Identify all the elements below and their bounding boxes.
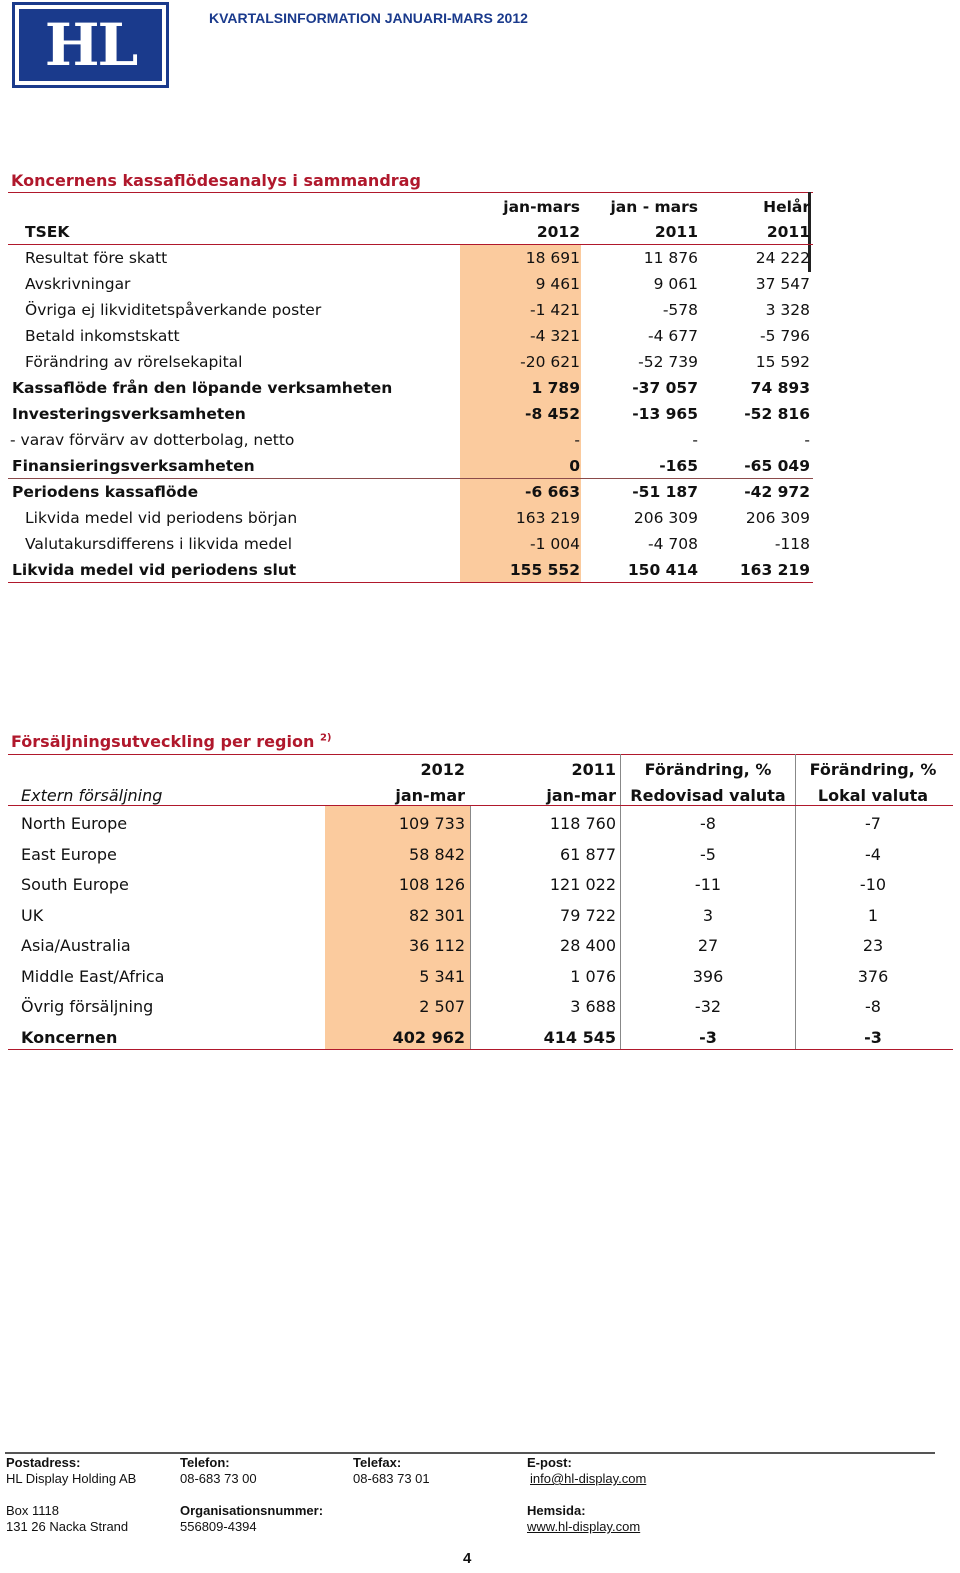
table-row (8, 839, 953, 869)
row-value: -5 796 (760, 327, 810, 345)
row-value: 79 722 (560, 905, 616, 925)
cashflow-header-row-bottom (8, 219, 813, 245)
footer-email-label: E-post: (527, 1455, 572, 1470)
cashflow-title: Koncernens kassaflödesanalys i sammandrag (11, 171, 421, 190)
row-label: Finansieringsverksamheten (12, 457, 255, 475)
sales-col-header: jan-mar (395, 786, 465, 805)
row-value: 376 (857, 966, 889, 986)
cashflow-col-header: jan-mars (503, 198, 580, 216)
row-value: -578 (662, 301, 698, 319)
sales-title-text: Försäljningsutveckling per region (11, 732, 315, 751)
row-label: Avskrivningar (25, 275, 131, 293)
table-row (8, 453, 813, 479)
row-value: -65 049 (744, 457, 810, 475)
cashflow-col-header: 2011 (654, 223, 698, 241)
footer-fax-label: Telefax: (353, 1455, 402, 1470)
row-value: 150 414 (627, 561, 698, 579)
row-label: Periodens kassaflöde (12, 483, 199, 501)
row-value: 37 547 (755, 275, 810, 293)
table-row (8, 401, 813, 427)
row-value: 9 461 (535, 275, 580, 293)
row-value: 414 545 (543, 1027, 616, 1047)
sales-col-header: Redovisad valuta (630, 786, 786, 805)
row-value: 82 301 (409, 905, 465, 925)
row-label: Likvida medel vid periodens början (25, 509, 298, 527)
row-value: -42 972 (744, 483, 810, 501)
row-value: 5 341 (419, 966, 465, 986)
row-value: 0 (569, 457, 580, 475)
row-value: 109 733 (398, 814, 465, 833)
row-value: - (804, 431, 810, 449)
sales-col-header: 2012 (420, 760, 465, 779)
row-value: -6 663 (525, 483, 580, 501)
row-value: -1 421 (530, 301, 580, 319)
row-value: -20 621 (520, 353, 580, 371)
sales-row-header: Extern försäljning (21, 786, 163, 805)
row-value: 121 022 (549, 875, 616, 894)
row-value: 1 789 (531, 379, 580, 397)
row-value: 206 309 (745, 509, 810, 527)
row-value: 36 112 (409, 936, 465, 955)
row-value: -1 004 (530, 535, 580, 553)
row-label: Middle East/Africa (21, 966, 165, 986)
row-value: -4 321 (530, 327, 580, 345)
row-value: -51 187 (632, 483, 698, 501)
row-value: -8 (700, 814, 716, 833)
row-value: -7 (865, 814, 881, 833)
row-label: Övrig försäljning (21, 997, 154, 1016)
row-value: 402 962 (392, 1027, 465, 1047)
row-value: 15 592 (755, 353, 810, 371)
row-label: Koncernen (21, 1027, 118, 1047)
table-row (8, 479, 813, 505)
row-value: 163 219 (515, 509, 580, 527)
sales-title (11, 732, 331, 751)
row-value: -4 708 (648, 535, 698, 553)
row-value: -13 965 (632, 405, 698, 423)
sales-col-header: jan-mar (546, 786, 616, 805)
row-value: 61 877 (560, 844, 616, 864)
row-label: - varav förvärv av dotterbolag, netto (10, 431, 295, 449)
table-row (8, 1022, 953, 1052)
row-value: 108 126 (398, 875, 465, 894)
row-value: 11 876 (643, 249, 698, 267)
row-value: - (692, 431, 698, 449)
row-value: 3 688 (570, 997, 616, 1016)
sales-header-rule (8, 805, 953, 806)
footer-phone: 08-683 73 00 (180, 1471, 257, 1486)
row-label: Asia/Australia (21, 936, 131, 955)
sales-title-note: 2) (319, 732, 332, 744)
cashflow-header-row-top (8, 194, 813, 220)
footer-org-label: Organisationsnummer: (180, 1503, 324, 1518)
company-logo (12, 2, 169, 88)
cashflow-top-rule (8, 192, 813, 193)
report-header-title: KVARTALSINFORMATION JANUARI-MARS 2012 (209, 10, 528, 26)
cashflow-unit-label: TSEK (25, 223, 70, 241)
cashflow-separator (8, 478, 813, 479)
row-value: 3 (702, 905, 714, 925)
row-value: -4 (865, 844, 881, 864)
cashflow-col-header: jan - mars (610, 198, 698, 216)
table-row (8, 531, 813, 557)
row-value: 163 219 (739, 561, 810, 579)
table-row (8, 349, 813, 375)
row-value: 28 400 (560, 936, 616, 955)
footer-org: 556809-4394 (180, 1519, 257, 1534)
logo-text: HL (44, 11, 137, 79)
table-row (8, 557, 813, 583)
row-value: 18 691 (525, 249, 580, 267)
row-value: -4 677 (648, 327, 698, 345)
table-row (8, 323, 813, 349)
row-value: 118 760 (549, 814, 616, 833)
row-value: 1 (867, 905, 879, 925)
sales-col-header: Förändring, % (809, 760, 937, 779)
table-row (8, 297, 813, 323)
row-value: 27 (697, 936, 719, 955)
row-value: 396 (692, 966, 724, 986)
cashflow-bottom-rule (8, 582, 813, 583)
sales-col-header: Lokal valuta (817, 786, 929, 805)
row-value: 23 (862, 936, 884, 955)
row-label: Likvida medel vid periodens slut (12, 561, 297, 579)
footer-fax: 08-683 73 01 (353, 1471, 430, 1486)
table-row (8, 375, 813, 401)
table-row (8, 271, 813, 297)
row-value: 1 076 (570, 966, 616, 986)
row-value: -165 (659, 457, 698, 475)
row-value: -10 (859, 875, 887, 894)
row-label: North Europe (21, 814, 128, 833)
table-row (8, 961, 953, 991)
row-value: 24 222 (755, 249, 810, 267)
row-label: Övriga ej likviditetspåverkande poster (25, 301, 322, 319)
sales-col-header: 2011 (571, 760, 616, 779)
table-row (8, 808, 953, 838)
row-value: -37 057 (632, 379, 698, 397)
row-label: UK (21, 905, 44, 925)
cashflow-col-header: 2012 (536, 223, 580, 241)
row-label: South Europe (21, 875, 129, 894)
row-value: 2 507 (419, 997, 465, 1016)
logo-background (19, 9, 162, 81)
cashflow-col-header: 2011 (766, 223, 810, 241)
row-value: 9 061 (653, 275, 698, 293)
footer-postal-line3: 131 26 Nacka Strand (6, 1519, 129, 1534)
row-value: -3 (864, 1027, 882, 1047)
table-row (8, 869, 953, 899)
sales-bottom-rule (8, 1049, 953, 1050)
row-value: 74 893 (750, 379, 810, 397)
row-value: -8 452 (525, 405, 580, 423)
row-value: - (574, 431, 580, 449)
row-label: Investeringsverksamheten (12, 405, 246, 423)
cashflow-col-header: Helår (763, 198, 810, 216)
row-value: -52 816 (744, 405, 810, 423)
row-label: Kassaflöde från den löpande verksamheten (12, 379, 393, 397)
table-row (8, 900, 953, 930)
footer-rule (5, 1452, 935, 1454)
page-number: 4 (463, 1550, 472, 1567)
row-value: 206 309 (633, 509, 698, 527)
row-value: -11 (694, 875, 722, 894)
footer-web-link[interactable]: www.hl-display.com (527, 1519, 641, 1534)
row-label: Valutakursdifferens i likvida medel (25, 535, 293, 553)
row-value: -118 (774, 535, 810, 553)
table-row (8, 991, 953, 1021)
footer-postal-line2: Box 1118 (6, 1503, 60, 1518)
row-label: Betald inkomstskatt (25, 327, 180, 345)
row-value: 3 328 (765, 301, 810, 319)
sales-col-header: Förändring, % (644, 760, 772, 779)
footer-email-link[interactable]: info@hl-display.com (530, 1471, 647, 1486)
row-label: Resultat före skatt (25, 249, 168, 267)
footer-postal-line1: HL Display Holding AB (6, 1471, 137, 1486)
row-value: -8 (865, 997, 881, 1016)
row-value: -52 739 (638, 353, 698, 371)
row-value: -32 (694, 997, 722, 1016)
row-value: 155 552 (509, 561, 580, 579)
row-value: -3 (699, 1027, 717, 1047)
row-value: 58 842 (409, 844, 465, 864)
table-row (8, 505, 813, 531)
footer-web-label: Hemsida: (527, 1503, 586, 1518)
footer-phone-label: Telefon: (180, 1455, 230, 1470)
table-row (8, 427, 813, 453)
row-label: Förändring av rörelsekapital (25, 353, 243, 371)
row-label: East Europe (21, 844, 117, 864)
row-value: -5 (700, 844, 716, 864)
footer-postal-label: Postadress: (6, 1455, 81, 1470)
table-row (8, 245, 813, 271)
table-row (8, 930, 953, 960)
